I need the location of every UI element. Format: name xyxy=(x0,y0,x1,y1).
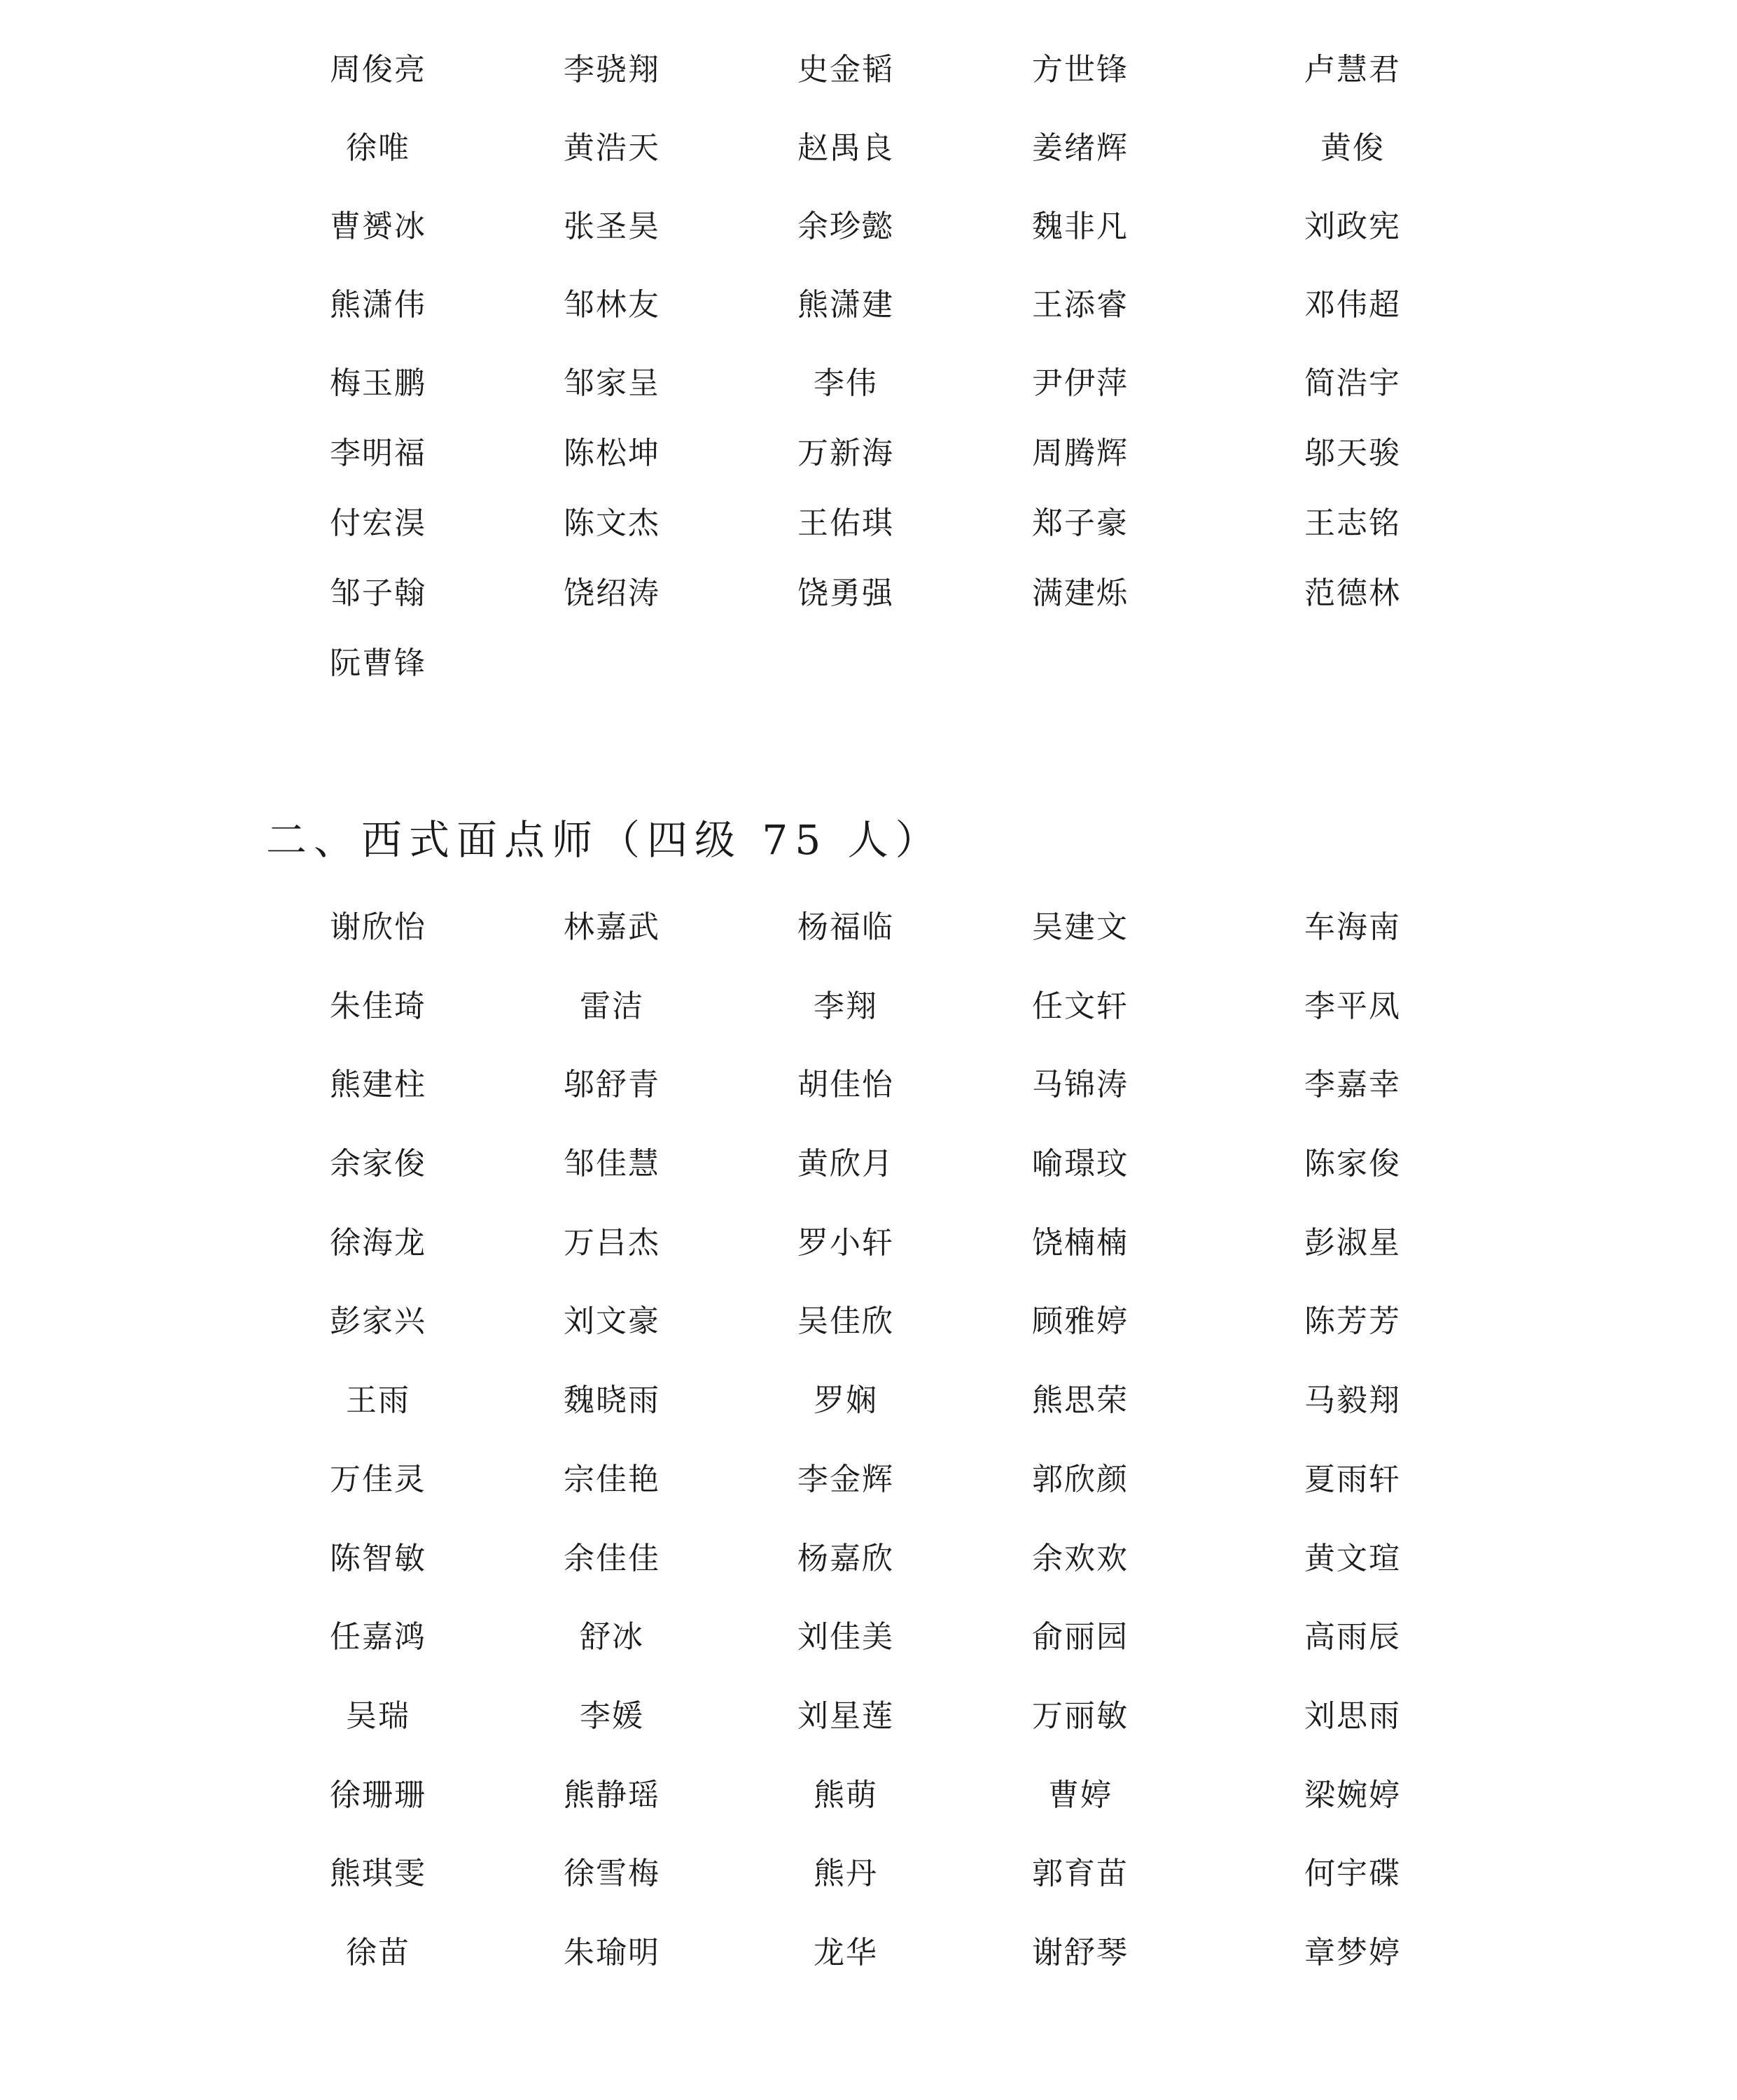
name-cell: 李骁翔 xyxy=(564,52,660,88)
name-cell: 王佑琪 xyxy=(797,505,894,541)
name-cell: 郑子豪 xyxy=(1032,505,1129,541)
name-row xyxy=(0,1774,1737,1854)
name-cell: 高雨辰 xyxy=(1304,1619,1401,1656)
name-cell: 熊丹 xyxy=(814,1856,878,1892)
name-cell: 曹婷 xyxy=(1048,1777,1112,1813)
name-cell: 彭家兴 xyxy=(330,1303,426,1340)
name-cell: 万佳灵 xyxy=(330,1461,426,1497)
name-row xyxy=(0,1695,1737,1774)
name-cell: 范德林 xyxy=(1304,575,1401,611)
name-cell: 任嘉鸿 xyxy=(330,1619,426,1656)
name-cell: 王志铭 xyxy=(1304,505,1401,541)
name-cell: 余家俊 xyxy=(330,1146,426,1182)
name-cell: 梁婉婷 xyxy=(1304,1777,1401,1813)
name-cell: 谢舒琴 xyxy=(1032,1934,1129,1970)
name-cell: 罗娴 xyxy=(814,1382,878,1419)
name-cell: 车海南 xyxy=(1304,909,1401,945)
name-row xyxy=(0,503,1737,573)
name-cell: 熊静瑶 xyxy=(564,1777,660,1813)
name-cell: 万吕杰 xyxy=(564,1224,660,1261)
name-cell: 何宇碟 xyxy=(1304,1856,1401,1892)
name-cell: 谢欣怡 xyxy=(330,909,426,945)
name-cell: 任文轩 xyxy=(1032,988,1129,1024)
name-cell: 刘佳美 xyxy=(797,1619,894,1656)
name-cell: 宗佳艳 xyxy=(564,1461,660,1497)
name-cell: 阮曹锋 xyxy=(330,645,426,681)
name-cell: 尹伊萍 xyxy=(1032,365,1129,401)
name-cell: 陈松坤 xyxy=(564,435,660,471)
name-cell: 张圣昊 xyxy=(564,209,660,244)
name-cell: 熊潇伟 xyxy=(330,287,426,323)
name-row xyxy=(0,643,1737,713)
name-cell: 熊思荣 xyxy=(1032,1382,1129,1419)
name-cell: 彭淑星 xyxy=(1304,1224,1401,1261)
name-cell: 梅玉鹏 xyxy=(330,365,426,401)
name-cell: 赵禺良 xyxy=(797,130,894,166)
name-cell: 饶绍涛 xyxy=(564,575,660,611)
name-cell: 徐雪梅 xyxy=(564,1856,660,1892)
name-cell: 陈家俊 xyxy=(1304,1146,1401,1182)
name-row xyxy=(0,1064,1737,1143)
name-cell: 黄俊 xyxy=(1320,130,1385,166)
name-row xyxy=(0,1932,1737,2011)
name-list-western-pastry xyxy=(0,906,1737,2011)
name-row xyxy=(0,1538,1737,1617)
name-cell: 王雨 xyxy=(346,1382,410,1419)
name-cell: 徐珊珊 xyxy=(330,1777,426,1813)
name-row xyxy=(0,573,1737,643)
name-cell: 徐苗 xyxy=(346,1934,410,1970)
name-row xyxy=(0,1222,1737,1301)
name-row xyxy=(0,49,1737,127)
name-cell: 满建烁 xyxy=(1032,575,1129,611)
name-cell: 李媛 xyxy=(580,1698,644,1734)
name-cell: 魏非凡 xyxy=(1032,209,1129,244)
name-cell: 夏雨轩 xyxy=(1304,1461,1401,1497)
name-cell: 罗小轩 xyxy=(797,1224,894,1261)
name-row xyxy=(0,1380,1737,1459)
name-row xyxy=(0,206,1737,284)
name-cell: 陈文杰 xyxy=(564,505,660,541)
name-cell: 吴瑞 xyxy=(346,1698,410,1734)
name-cell: 史金韬 xyxy=(797,52,894,88)
name-cell: 吴佳欣 xyxy=(797,1303,894,1340)
name-row xyxy=(0,1616,1737,1695)
name-cell: 余佳佳 xyxy=(564,1540,660,1576)
name-cell: 龙华 xyxy=(814,1934,878,1970)
name-cell: 喻璟玟 xyxy=(1032,1146,1129,1182)
name-cell: 付宏淏 xyxy=(330,505,426,541)
name-cell: 舒冰 xyxy=(580,1619,644,1656)
name-cell: 杨嘉欣 xyxy=(797,1540,894,1576)
name-cell: 刘政宪 xyxy=(1304,209,1401,244)
name-cell: 顾雅婷 xyxy=(1032,1303,1129,1340)
name-cell: 邓伟超 xyxy=(1304,287,1401,323)
name-cell: 邬天骏 xyxy=(1304,435,1401,471)
name-row xyxy=(0,284,1737,363)
name-cell: 王添睿 xyxy=(1032,287,1129,323)
name-cell: 朱佳琦 xyxy=(330,988,426,1024)
name-cell: 余珍懿 xyxy=(797,209,894,244)
name-cell: 黄文瑄 xyxy=(1304,1540,1401,1576)
name-cell: 章梦婷 xyxy=(1304,1934,1401,1970)
name-list-continued xyxy=(0,49,1737,713)
name-cell: 李金辉 xyxy=(797,1461,894,1497)
name-cell: 李嘉幸 xyxy=(1304,1067,1401,1103)
name-cell: 马毅翔 xyxy=(1304,1382,1401,1419)
name-cell: 姜绪辉 xyxy=(1032,130,1129,166)
name-row xyxy=(0,906,1737,986)
name-cell: 曹赟冰 xyxy=(330,209,426,244)
name-row xyxy=(0,363,1737,433)
name-cell: 刘文豪 xyxy=(564,1303,660,1340)
name-cell: 俞丽园 xyxy=(1032,1619,1129,1656)
name-cell: 李翔 xyxy=(814,988,878,1024)
name-cell: 林嘉武 xyxy=(564,909,660,945)
name-row xyxy=(0,433,1737,503)
name-cell: 黄浩天 xyxy=(564,130,660,166)
name-cell: 吴建文 xyxy=(1032,909,1129,945)
name-cell: 雷洁 xyxy=(580,988,644,1024)
name-cell: 邹家呈 xyxy=(564,365,660,401)
name-cell: 熊萌 xyxy=(814,1777,878,1813)
name-row xyxy=(0,986,1737,1065)
name-cell: 熊潇建 xyxy=(797,287,894,323)
name-cell: 邹子翰 xyxy=(330,575,426,611)
name-row xyxy=(0,127,1737,206)
name-cell: 李明福 xyxy=(330,435,426,471)
name-cell: 余欢欢 xyxy=(1032,1540,1129,1576)
name-cell: 朱瑜明 xyxy=(564,1934,660,1970)
name-cell: 徐唯 xyxy=(346,130,410,166)
name-cell: 李平凤 xyxy=(1304,988,1401,1024)
name-cell: 郭育苗 xyxy=(1032,1856,1129,1892)
name-cell: 方世锋 xyxy=(1032,52,1129,88)
name-cell: 刘星莲 xyxy=(797,1698,894,1734)
name-cell: 郭欣颜 xyxy=(1032,1461,1129,1497)
name-row xyxy=(0,1301,1737,1380)
name-cell: 邬舒青 xyxy=(564,1067,660,1103)
name-cell: 魏晓雨 xyxy=(564,1382,660,1419)
name-cell: 万新海 xyxy=(797,435,894,471)
name-cell: 周俊亮 xyxy=(330,52,426,88)
name-row xyxy=(0,1459,1737,1538)
name-cell: 胡佳怡 xyxy=(797,1067,894,1103)
name-cell: 黄欣月 xyxy=(797,1146,894,1182)
name-cell: 周腾辉 xyxy=(1032,435,1129,471)
name-cell: 李伟 xyxy=(814,365,878,401)
name-cell: 徐海龙 xyxy=(330,1224,426,1261)
name-cell: 陈芳芳 xyxy=(1304,1303,1401,1340)
name-row xyxy=(0,1853,1737,1932)
name-cell: 熊琪雯 xyxy=(330,1856,426,1892)
name-cell: 邹林友 xyxy=(564,287,660,323)
name-cell: 简浩宇 xyxy=(1304,365,1401,401)
section-heading: 二、西式面点师（四级 75 人） xyxy=(266,816,943,864)
name-cell: 熊建柱 xyxy=(330,1067,426,1103)
name-cell: 饶楠楠 xyxy=(1032,1224,1129,1261)
name-cell: 邹佳慧 xyxy=(564,1146,660,1182)
name-cell: 饶勇强 xyxy=(797,575,894,611)
name-row xyxy=(0,1143,1737,1222)
name-cell: 杨福临 xyxy=(797,909,894,945)
name-cell: 卢慧君 xyxy=(1304,52,1401,88)
name-cell: 陈智敏 xyxy=(330,1540,426,1576)
name-cell: 万丽敏 xyxy=(1032,1698,1129,1734)
name-cell: 马锦涛 xyxy=(1032,1067,1129,1103)
name-cell: 刘思雨 xyxy=(1304,1698,1401,1734)
